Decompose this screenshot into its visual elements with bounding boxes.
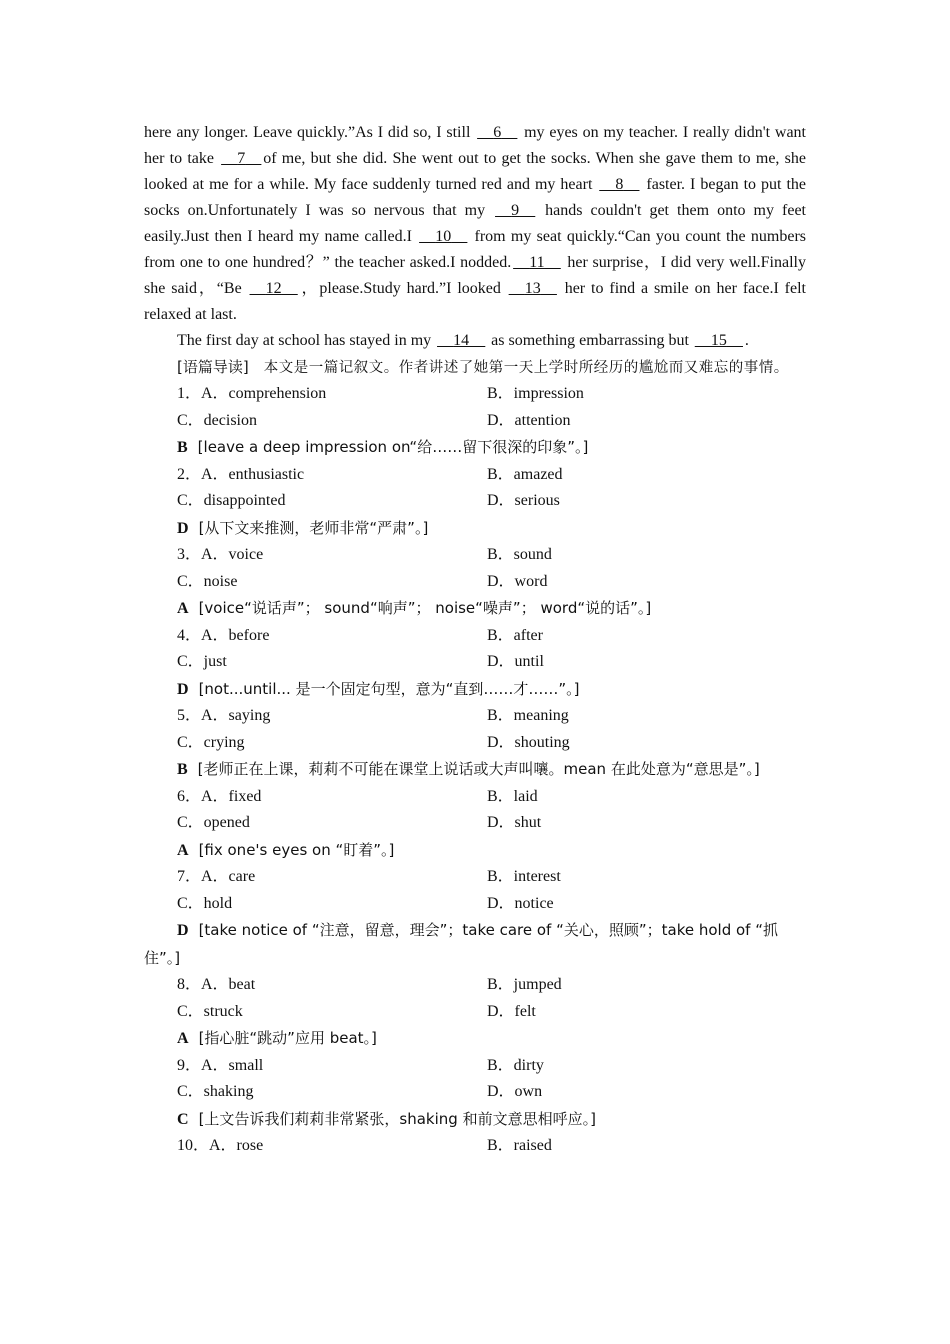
reading-guide: [144, 354, 806, 381]
answer-explanation: [leave a deep impression on“给……留下很深的印象”。]: [197, 438, 589, 456]
question-4-row-2: [144, 649, 806, 676]
passage-text: here any longer. Leave quickly.”As I did so, I still: [144, 124, 476, 141]
answer-explanation: [voice“说话声”； sound“响声”； noise“噪声”； word“说的话”。]: [198, 599, 652, 617]
document-page: [144, 120, 806, 1160]
answer-key: A: [177, 1030, 189, 1047]
answer-4: [144, 676, 806, 704]
option-b: B．sound: [487, 546, 552, 564]
option-b: B．dirty: [487, 1056, 544, 1074]
blank-7: __7__: [221, 150, 262, 167]
question-1-row-2: [144, 408, 806, 435]
answer-3: [144, 595, 806, 623]
option-b: B．impression: [487, 385, 584, 403]
passage-text: her surprise，I did very well.Finally she said，“Be: [144, 254, 806, 297]
option-c: C．struck: [177, 1002, 243, 1020]
answer-key: B: [177, 439, 188, 456]
question-2-row-2: [144, 488, 806, 515]
option-b: B．amazed: [487, 465, 563, 483]
passage-text: her to find a smile on her face.I felt relaxed at last.: [144, 280, 807, 323]
answer-key: D: [177, 922, 189, 939]
answer-key: A: [177, 600, 189, 617]
answer-key: C: [177, 1110, 189, 1128]
option-b: B．interest: [487, 868, 561, 886]
question-7-row-1: [144, 864, 806, 891]
passage-text: ，please.Study hard.”I looked: [299, 280, 507, 297]
passage-text: faster. I began to put the socks on.Unfortunately I was so nervous that my: [144, 176, 806, 219]
passage-paragraph-1: [144, 120, 806, 328]
option-c: C．crying: [177, 733, 245, 751]
option-c: C．just: [177, 653, 227, 671]
option-a: 3．A．voice: [177, 546, 264, 564]
blank-9: __9__: [495, 202, 536, 219]
option-c: C．noise: [177, 572, 238, 590]
blank-14: __14__: [437, 332, 486, 349]
question-6-row-1: [144, 784, 806, 811]
answer-explanation: [上文告诉我们莉莉非常紧张，shaking 和前文意思相呼应。]: [198, 1109, 596, 1128]
answer-key: A: [177, 841, 189, 859]
answer-2: [144, 515, 806, 543]
blank-6: __6__: [477, 124, 518, 141]
option-d: D．felt: [487, 1002, 536, 1020]
answer-explanation: [not...until... 是一个固定句型，意为“直到……才……”。]: [198, 679, 580, 698]
option-a: 2．A．enthusiastic: [177, 465, 305, 483]
option-c: C．opened: [177, 814, 250, 832]
answer-explanation: [指心脏“跳动”应用 beat。]: [198, 1029, 377, 1047]
blank-8: __8__: [599, 176, 640, 193]
question-5-row-2: [144, 730, 806, 757]
passage-text: of me, but she did. She went out to get the socks. When she gave them to me, she looked at me for a while. My face suddenly turned red and my heart: [144, 150, 806, 193]
question-7-row-2: [144, 891, 806, 918]
option-a: 1．A．comprehension: [177, 385, 327, 403]
passage-text: as something embarrassing but: [487, 332, 693, 349]
option-d: D．shut: [487, 814, 542, 832]
question-3-row-1: [144, 542, 806, 569]
passage-text: hands couldn't get them onto my feet easily.Just then I heard my name called.I: [144, 202, 807, 245]
question-3-row-2: [144, 569, 806, 596]
option-d: D．notice: [487, 894, 554, 912]
blank-11: __11__: [513, 254, 561, 271]
answer-explanation: [老师正在上课，莉莉不可能在课堂上说话或大声叫嚷。mean 在此处意为“意思是”。]: [197, 760, 760, 778]
question-8-row-1: [144, 972, 806, 999]
option-a: 7．A．care: [177, 868, 256, 886]
blank-15: __15__: [694, 332, 743, 349]
answer-explanation: [fix one's eyes on “盯着”。]: [198, 840, 395, 859]
option-c: C．hold: [177, 894, 233, 912]
answer-7: [144, 917, 806, 972]
answer-9: [144, 1106, 806, 1134]
passage-text: The first day at school has stayed in my: [177, 332, 436, 349]
option-a: 5．A．saying: [177, 707, 271, 725]
answer-key: B: [177, 761, 188, 778]
blank-10: __10__: [419, 228, 468, 245]
reading-guide-text: 本文是一篇记叙文。作者讲述了她第一天上学时所经历的尴尬而又难忘的事情。: [248, 360, 789, 376]
option-d: D．until: [487, 653, 544, 671]
reading-guide-label: [语篇导读]: [177, 358, 249, 376]
blank-13: __13__: [508, 280, 557, 297]
question-1-row-1: [144, 381, 806, 408]
option-b: B．after: [487, 626, 543, 644]
option-d: D．own: [487, 1083, 543, 1101]
answer-5: [144, 756, 806, 784]
option-c: C．disappointed: [177, 492, 286, 510]
question-6-row-2: [144, 810, 806, 837]
option-a: 4．A．before: [177, 626, 270, 644]
answer-1: [144, 434, 806, 462]
answer-key: D: [177, 680, 189, 698]
question-4-row-1: [144, 623, 806, 650]
question-5-row-1: [144, 703, 806, 730]
passage-paragraph-2: [144, 328, 806, 354]
option-b: B．raised: [487, 1137, 552, 1155]
option-c: C．decision: [177, 411, 257, 429]
option-b: B．jumped: [487, 976, 562, 994]
passage-text: from my seat quickly.“Can you count the numbers from one to one hundred？” the teacher asked.I nodded.: [144, 228, 806, 271]
passage-text: .: [744, 332, 749, 349]
answer-explanation: [从下文来推测，老师非常“严肃”。]: [198, 518, 429, 537]
option-d: D．attention: [487, 411, 571, 429]
option-a: 6．A．fixed: [177, 787, 262, 805]
answer-8: [144, 1025, 806, 1053]
option-a: 10．A．rose: [177, 1137, 264, 1155]
answer-explanation: [take notice of “注意，留意，理会”；take care of “关心，照顾”；take hold of “抓住”。]: [144, 921, 779, 967]
option-a: 9．A．small: [177, 1056, 264, 1074]
option-c: C．shaking: [177, 1083, 254, 1101]
answer-6: [144, 837, 806, 865]
option-d: D．shouting: [487, 733, 570, 751]
answer-key: D: [177, 519, 189, 537]
question-2-row-1: [144, 462, 806, 489]
option-d: D．word: [487, 572, 548, 590]
question-9-row-1: [144, 1053, 806, 1080]
question-8-row-2: [144, 999, 806, 1026]
blank-12: __12__: [249, 280, 298, 297]
option-a: 8．A．beat: [177, 976, 256, 994]
option-d: D．serious: [487, 492, 560, 510]
question-10-row-1: [144, 1133, 806, 1160]
option-b: B．meaning: [487, 707, 569, 725]
question-9-row-2: [144, 1079, 806, 1106]
passage-text: my eyes on my teacher. I really didn't want her to take: [144, 124, 806, 167]
option-b: B．laid: [487, 787, 538, 805]
